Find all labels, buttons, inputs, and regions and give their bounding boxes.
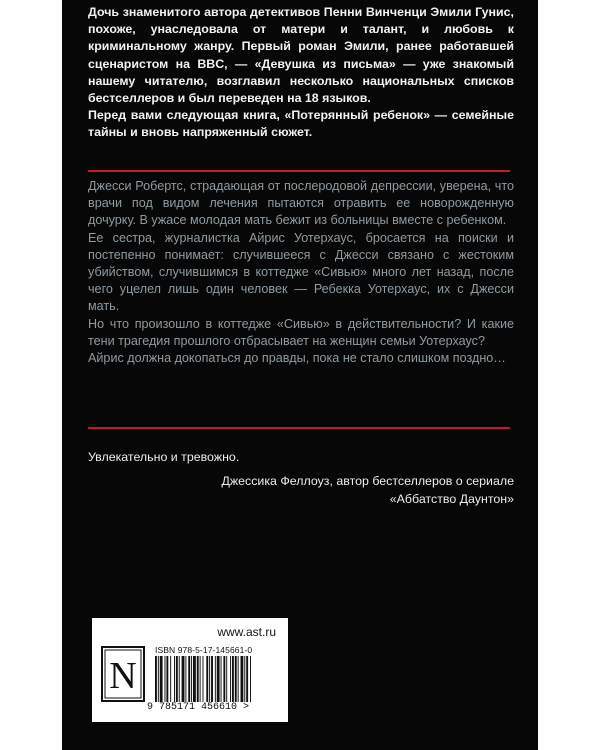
publisher-url: www.ast.ru bbox=[217, 625, 276, 639]
blurb-paragraph-1: Джесси Робертс, страдающая от послеродовой депрессии, уверена, что врачи под видом лечения пытаются отравить ее новорожденную дочурку. В ужасе молодая мать бежит из больницы вместе с ребенком. bbox=[88, 179, 514, 228]
barcode-bar bbox=[165, 656, 166, 702]
barcode-bar bbox=[170, 656, 171, 702]
blurb-paragraph-4: Айрис должна докопаться до правды, пока не стало слишком поздно… bbox=[88, 351, 506, 366]
barcode-bar bbox=[160, 656, 163, 702]
barcode-bar bbox=[250, 656, 251, 702]
logo-letter: N bbox=[109, 655, 137, 697]
barcode-bar bbox=[179, 656, 180, 702]
barcode-bar bbox=[158, 656, 159, 702]
barcode-bar bbox=[244, 656, 245, 702]
blurb-paragraph-2: Ее сестра, журналистка Айрис Уотерхаус, бросается на поиски и постепенно понимает: случившееся с Джесси связано с жестоким убийством, случившимся в коттедже «Сивью» много лет назад, после чего уцелел лишь один человек — Ребекка Уотерхаус, их с Джесси мать. bbox=[88, 230, 514, 314]
barcode-bar bbox=[215, 656, 216, 702]
quote-attribution-title: «Аббатство Даунтон» bbox=[389, 492, 514, 506]
barcode-bar bbox=[197, 656, 199, 702]
barcode-bar bbox=[176, 656, 178, 702]
barcode-bar bbox=[223, 656, 225, 702]
barcode-digits: 9 785171 456610 > bbox=[147, 702, 250, 713]
barcode-bar bbox=[174, 656, 175, 702]
barcode-bar bbox=[200, 656, 201, 702]
quote-attribution: Джессика Феллоуз, автор бестселлеров о сериале bbox=[221, 474, 514, 488]
divider-top bbox=[88, 170, 510, 172]
barcode-bar bbox=[221, 656, 222, 702]
barcode-bar bbox=[230, 656, 231, 702]
barcode-bar bbox=[241, 656, 244, 702]
barcode-bar bbox=[238, 656, 239, 702]
barcode-bar bbox=[211, 656, 213, 702]
back-cover bbox=[62, 0, 538, 750]
barcode-bar bbox=[191, 656, 192, 702]
quote-text: Увлекательно и тревожно. bbox=[88, 450, 240, 464]
about-paragraph-2: Перед вами следующая книга, «Потерянный ребенок» — семейные тайны и вновь напряженный сюжет. bbox=[88, 108, 514, 140]
barcode-bar bbox=[182, 656, 185, 702]
barcode-bar bbox=[166, 656, 168, 702]
barcode-bar bbox=[232, 656, 234, 702]
barcode-bar bbox=[206, 656, 208, 702]
about-author bbox=[88, 4, 514, 142]
review-quote bbox=[88, 448, 514, 508]
barcode-bar bbox=[235, 656, 237, 702]
isbn-number: ISBN 978-5-17-145661-0 bbox=[155, 645, 253, 655]
book-blurb bbox=[88, 178, 514, 367]
barcode-bar bbox=[226, 656, 227, 702]
barcode-bar bbox=[188, 656, 190, 702]
barcode-bar bbox=[209, 656, 210, 702]
divider-bottom bbox=[88, 427, 510, 429]
barcode-bar bbox=[185, 656, 186, 702]
barcode-bar bbox=[155, 656, 157, 702]
barcode-bar bbox=[203, 656, 204, 702]
barcode-bar bbox=[193, 656, 196, 702]
barcode-bar bbox=[246, 656, 248, 702]
barcode-bars bbox=[155, 656, 281, 702]
barcode-bar bbox=[217, 656, 220, 702]
blurb-paragraph-3: Но что произошло в коттедже «Сивью» в действительности? И какие тени трагедия прошлого отбрасывает на женщин семьи Уотерхаус? bbox=[88, 316, 514, 348]
about-paragraph-1: Дочь знаменитого автора детективов Пенни Винченци Эмили Гунис, похоже, унаследовала от матери и талант, и любовь к криминальному жанру. Первый роман Эмили, ранее работавшей сценаристом на BBC, — «Девушка из письма» — уже знакомый нашему читателю, возглавил несколько национальных списков бестселлеров и был переведен на 18 языков. bbox=[88, 5, 514, 106]
barcode-panel bbox=[92, 618, 288, 722]
publisher-logo-icon bbox=[101, 646, 145, 702]
